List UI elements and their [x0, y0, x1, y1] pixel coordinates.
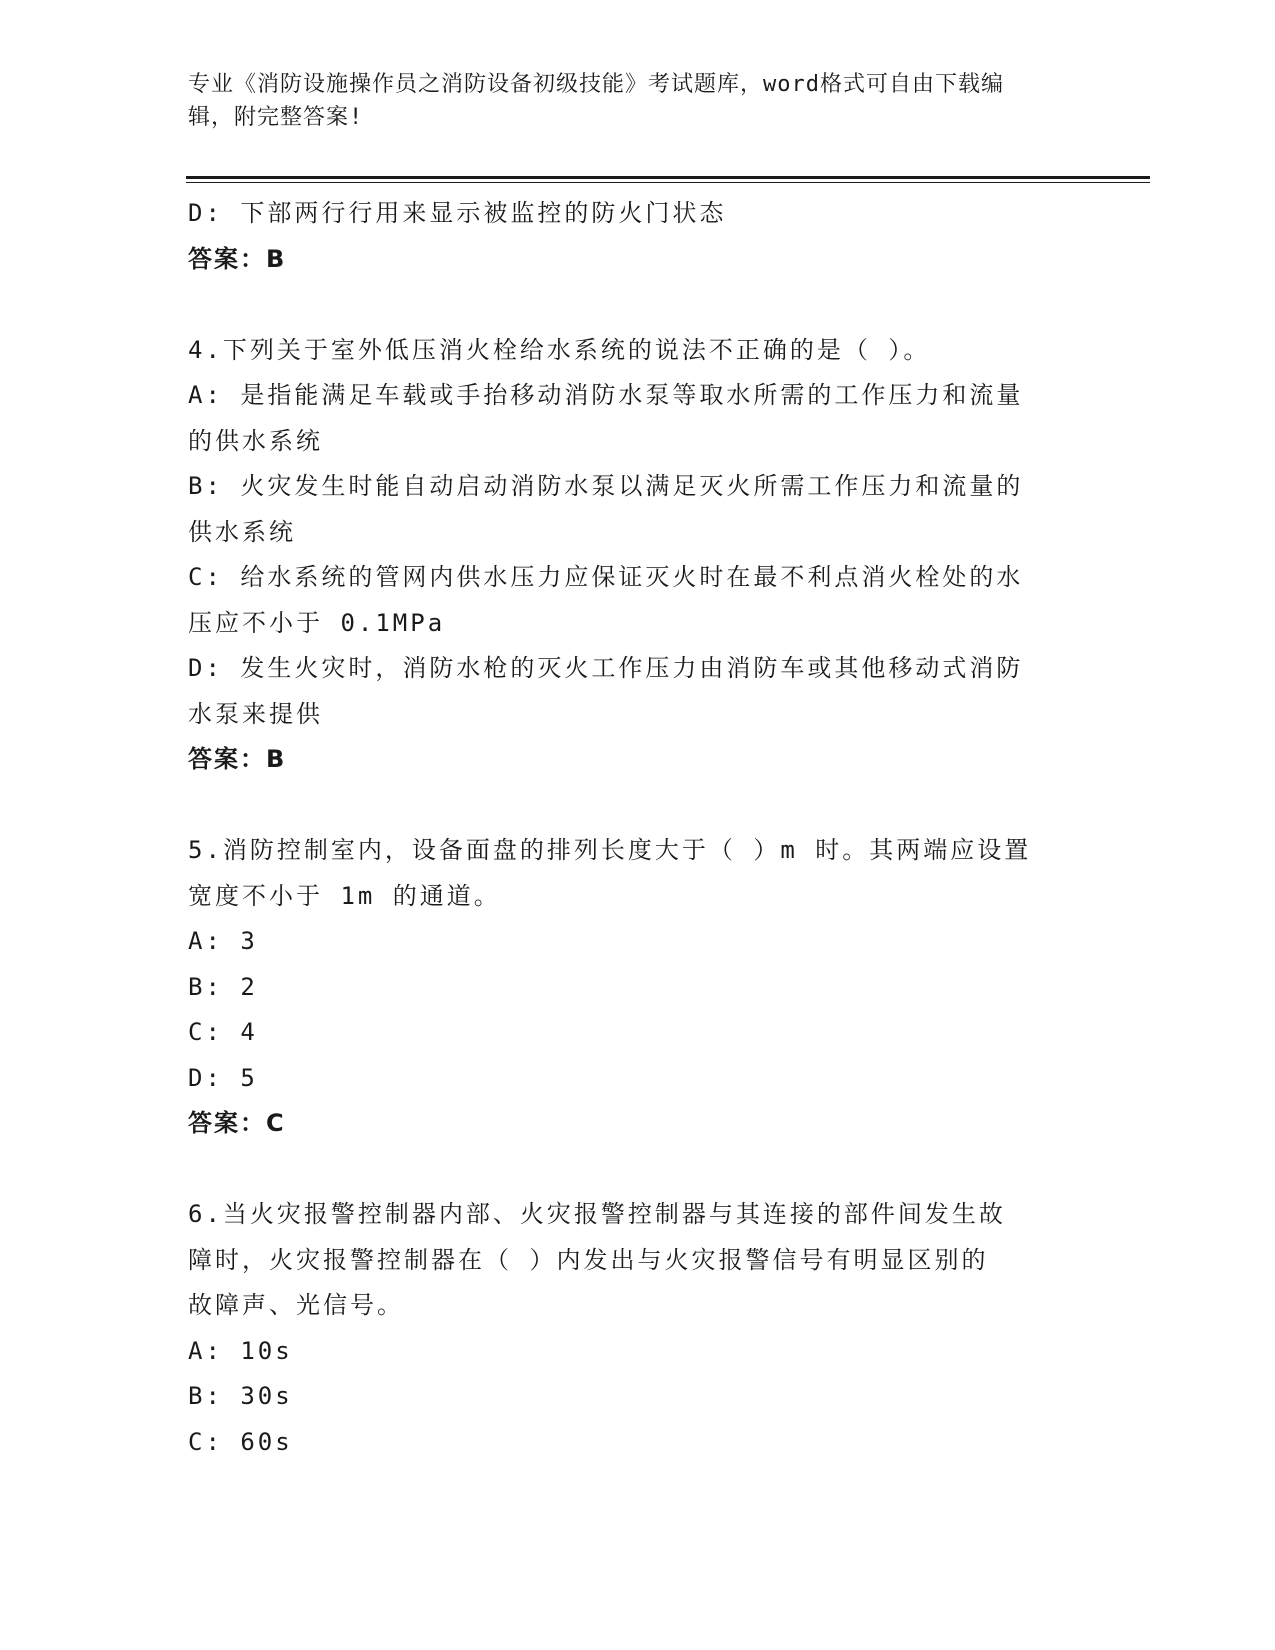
- spacer: [188, 282, 1088, 328]
- q4-option-d-line-2: 水泵来提供: [188, 699, 323, 728]
- question-6: [188, 1192, 1088, 1465]
- q6-stem-line-1: 6.当火灾报警控制器内部、火灾报警控制器与其连接的部件间发生故: [188, 1200, 1006, 1228]
- q4-stem: 4.下列关于室外低压消火栓给水系统的说法不正确的是（ ）。: [188, 335, 931, 364]
- q5-answer: 答案：C: [188, 1109, 286, 1137]
- question-4: [188, 328, 1088, 783]
- q5-option-d: D: 5: [188, 1063, 258, 1092]
- spacer: [188, 783, 1088, 829]
- q6-option-b: B: 30s: [188, 1382, 293, 1410]
- q4-option-c-line-2: 压应不小于 0.1MPa: [188, 608, 446, 637]
- header-rule-thin: [186, 182, 1150, 183]
- header-rule-thick: [186, 176, 1150, 179]
- document-body: [188, 191, 1088, 1465]
- header-title-line-1: 专业《消防设施操作员之消防设备初级技能》考试题库，word格式可自由下载编: [188, 72, 1004, 97]
- q3-option-d: D: 下部两行行用来显示被监控的防火门状态: [188, 199, 727, 227]
- q4-option-b-line-2: 供水系统: [188, 517, 296, 546]
- q4-option-a-line-1: A: 是指能满足车载或手抬移动消防水泵等取水所需的工作压力和流量: [188, 381, 1024, 409]
- q6-option-a: A: 10s: [188, 1336, 293, 1365]
- q3-answer: 答案：B: [188, 244, 287, 273]
- q6-option-c: C: 60s: [188, 1427, 293, 1456]
- q4-answer: 答案：B: [188, 745, 287, 773]
- q4-option-d-line-1: D: 发生火灾时，消防水枪的灭火工作压力由消防车或其他移动式消防: [188, 654, 1024, 682]
- q4-option-a-line-2: 的供水系统: [188, 426, 323, 455]
- q6-stem-line-3: 故障声、光信号。: [188, 1291, 404, 1319]
- q5-option-a: A: 3: [188, 927, 258, 955]
- q5-option-c: C: 4: [188, 1018, 258, 1046]
- q4-option-b-line-1: B: 火灾发生时能自动启动消防水泵以满足灭火所需工作压力和流量的: [188, 472, 1024, 500]
- q4-option-c-line-1: C: 给水系统的管网内供水压力应保证灭火时在最不利点消火栓处的水: [188, 563, 1024, 591]
- q6-stem-line-2: 障时，火灾报警控制器在（ ）内发出与火灾报警信号有明显区别的: [188, 1245, 989, 1274]
- document-header: [188, 68, 1088, 134]
- spacer: [188, 1147, 1088, 1193]
- header-title-line-2: 辑，附完整答案!: [188, 105, 364, 130]
- q5-stem-line-2: 宽度不小于 1m 的通道。: [188, 881, 501, 910]
- q5-stem-line-1: 5.消防控制室内，设备面盘的排列长度大于（ ）m 时。其两端应设置: [188, 836, 1032, 864]
- question-5: [188, 828, 1088, 1147]
- q5-option-b: B: 2: [188, 972, 258, 1001]
